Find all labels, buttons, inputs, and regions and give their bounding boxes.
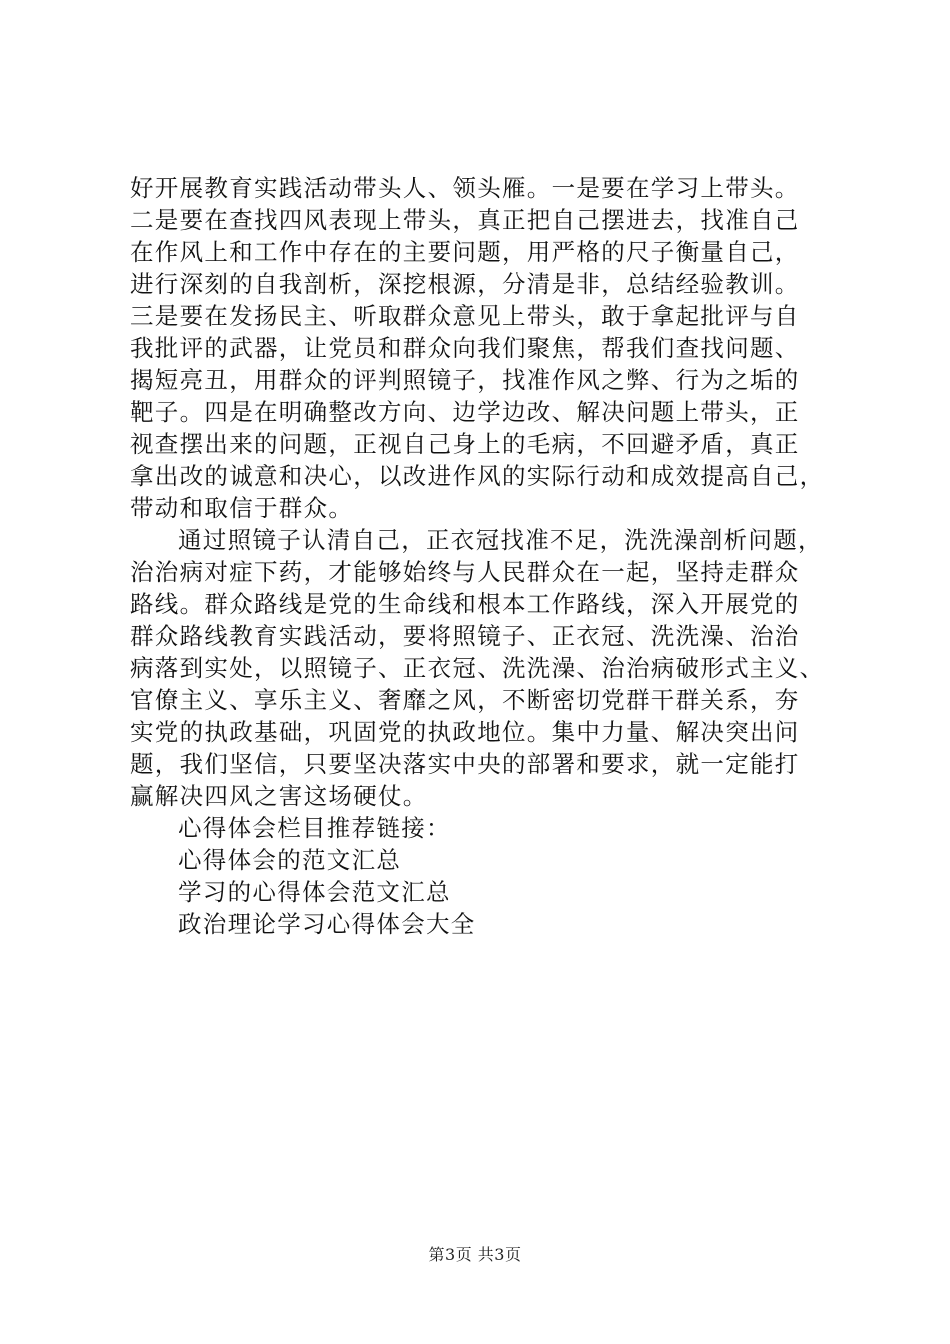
paragraph-2-line: 治治病对症下药，才能够始终与人民群众在一起，坚持走群众 (130, 558, 800, 586)
paragraph-1-line: 在作风上和工作中存在的主要问题，用严格的尺子衡量自己， (130, 238, 800, 266)
paragraph-1-line: 我批评的武器，让党员和群众向我们聚焦，帮我们查找问题、 (130, 334, 800, 362)
paragraph-1-line: 好开展教育实践活动带头人、领头雁。一是要在学习上带头。 (130, 174, 800, 202)
paragraph-1-line: 靶子。四是在明确整改方向、边学边改、解决问题上带头，正 (130, 398, 800, 426)
document-body (130, 172, 836, 940)
paragraph-1-line: 带动和取信于群众。 (130, 494, 354, 522)
paragraph-2-line: 实党的执政基础，巩固党的执政地位。集中力量、解决突出问 (130, 718, 800, 746)
page-number-footer: 第3页 共3页 (428, 1245, 522, 1264)
paragraph-2-line: 病落到实处，以照镜子、正衣冠、洗洗澡、治治病破形式主义、 (130, 654, 825, 682)
recommended-link[interactable]: 心得体会的范文汇总 (178, 846, 402, 874)
links-heading: 心得体会栏目推荐链接： (178, 814, 451, 842)
recommended-link[interactable]: 学习的心得体会范文汇总 (178, 878, 451, 906)
paragraph-2-line: 路线。群众路线是党的生命线和根本工作路线，深入开展党的 (130, 590, 800, 618)
paragraph-2-line: 通过照镜子认清自己，正衣冠找准不足，洗洗澡剖析问题， (178, 526, 823, 554)
paragraph-2-line: 题，我们坚信，只要坚决落实中央的部署和要求，就一定能打 (130, 750, 800, 778)
paragraph-2-line: 群众路线教育实践活动，要将照镜子、正衣冠、洗洗澡、治治 (130, 622, 800, 650)
paragraph-2-line: 官僚主义、享乐主义、奢靡之风，不断密切党群干群关系，夯 (130, 686, 800, 714)
recommended-link[interactable]: 政治理论学习心得体会大全 (178, 910, 476, 938)
paragraph-1-line: 二是要在查找四风表现上带头，真正把自己摆进去，找准自己 (130, 206, 800, 234)
paragraph-1-line: 进行深刻的自我剖析，深挖根源，分清是非，总结经验教训。 (130, 270, 800, 298)
paragraph-1-line: 拿出改的诚意和决心，以改进作风的实际行动和成效提高自己， (130, 462, 825, 490)
paragraph-1-line: 揭短亮丑，用群众的评判照镜子，找准作风之弊、行为之垢的 (130, 366, 800, 394)
paragraph-1-line: 视查摆出来的问题，正视自己身上的毛病，不回避矛盾，真正 (130, 430, 800, 458)
paragraph-1-line: 三是要在发扬民主、听取群众意见上带头，敢于拿起批评与自 (130, 302, 800, 330)
paragraph-2-line: 赢解决四风之害这场硬仗。 (130, 782, 428, 810)
